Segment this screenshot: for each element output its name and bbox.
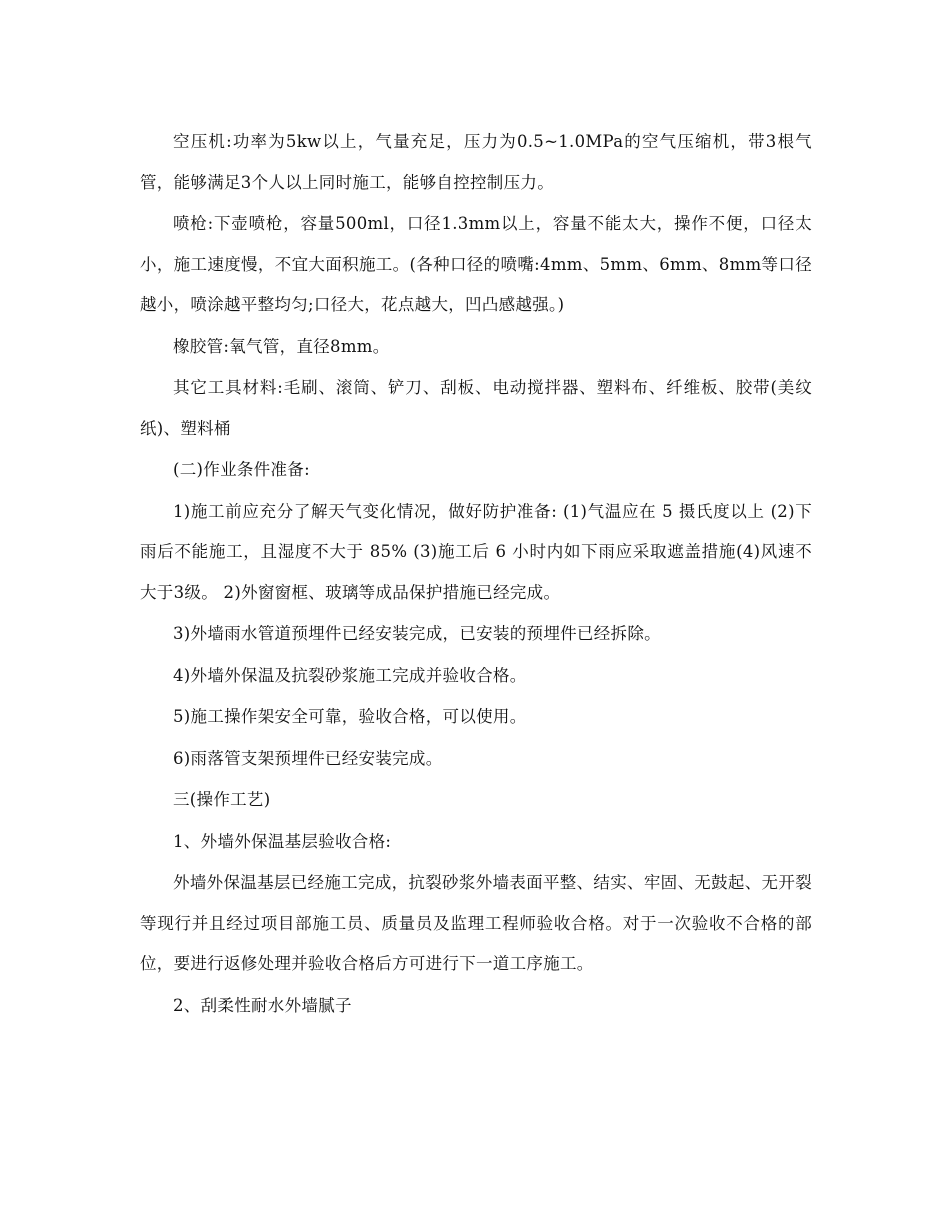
paragraph-condition-4: 4)外墙外保温及抗裂砂浆施工完成并验收合格。	[173, 665, 527, 685]
subheading-putty: 2、刮柔性耐水外墙腻子	[173, 995, 352, 1015]
section-heading-process: 三(操作工艺)	[173, 790, 271, 809]
paragraph-condition-3: 3)外墙雨水管道预埋件已经安装完成，已安装的预埋件已经拆除。	[173, 624, 661, 643]
paragraph-air-compressor: 空压机:功率为5kw以上，气量充足，压力为0.5~1.0MPa的空气压缩机，带3根气管，能够满足3个人以上同时施工，能够自控控制压力。	[140, 132, 812, 192]
paragraph-condition-6: 6)雨落管支架预埋件已经安装完成。	[173, 748, 443, 768]
paragraph-condition-1-2: 1)施工前应充分了解天气变化情况，做好防护准备: (1)气温应在 5 摄氏度以上 (2)下雨后不能施工，且湿度不大于 85% (3)施工后 6 小时内如下雨应采取遮盖措施(4)风速不大于3级。 2)外窗窗框、玻璃等成品保护措施已经完成。	[140, 501, 812, 602]
paragraph-spray-gun: 喷枪:下壶喷枪，容量500ml，口径1.3mm以上，容量不能太大，操作不便，口径太小，施工速度慢，不宜大面积施工。(各种口径的喷嘴:4mm、5mm、6mm、8mm等口径越小，喷涂越平整均匀;口径大，花点越大，凹凸感越强。)	[140, 214, 812, 314]
section-heading-work-conditions: (二)作业条件准备:	[173, 460, 310, 479]
paragraph-rubber-hose: 橡胶管:氧气管，直径8mm。	[173, 336, 390, 356]
document-body	[140, 122, 812, 1027]
paragraph-condition-5: 5)施工操作架安全可靠，验收合格，可以使用。	[173, 707, 527, 726]
subheading-base-acceptance: 1、外墙外保温基层验收合格:	[173, 831, 392, 851]
paragraph-base-acceptance: 外墙外保温基层已经施工完成，抗裂砂浆外墙表面平整、结实、牢固、无鼓起、无开裂等现行并且经过项目部施工员、质量员及监理工程师验收合格。对于一次验收不合格的部位，要进行返修处理并验收合格后方可进行下一道工序施工。	[140, 873, 812, 973]
paragraph-other-tools: 其它工具材料:毛刷、滚筒、铲刀、刮板、电动搅拌器、塑料布、纤维板、胶带(美纹纸)、塑料桶	[140, 378, 812, 438]
